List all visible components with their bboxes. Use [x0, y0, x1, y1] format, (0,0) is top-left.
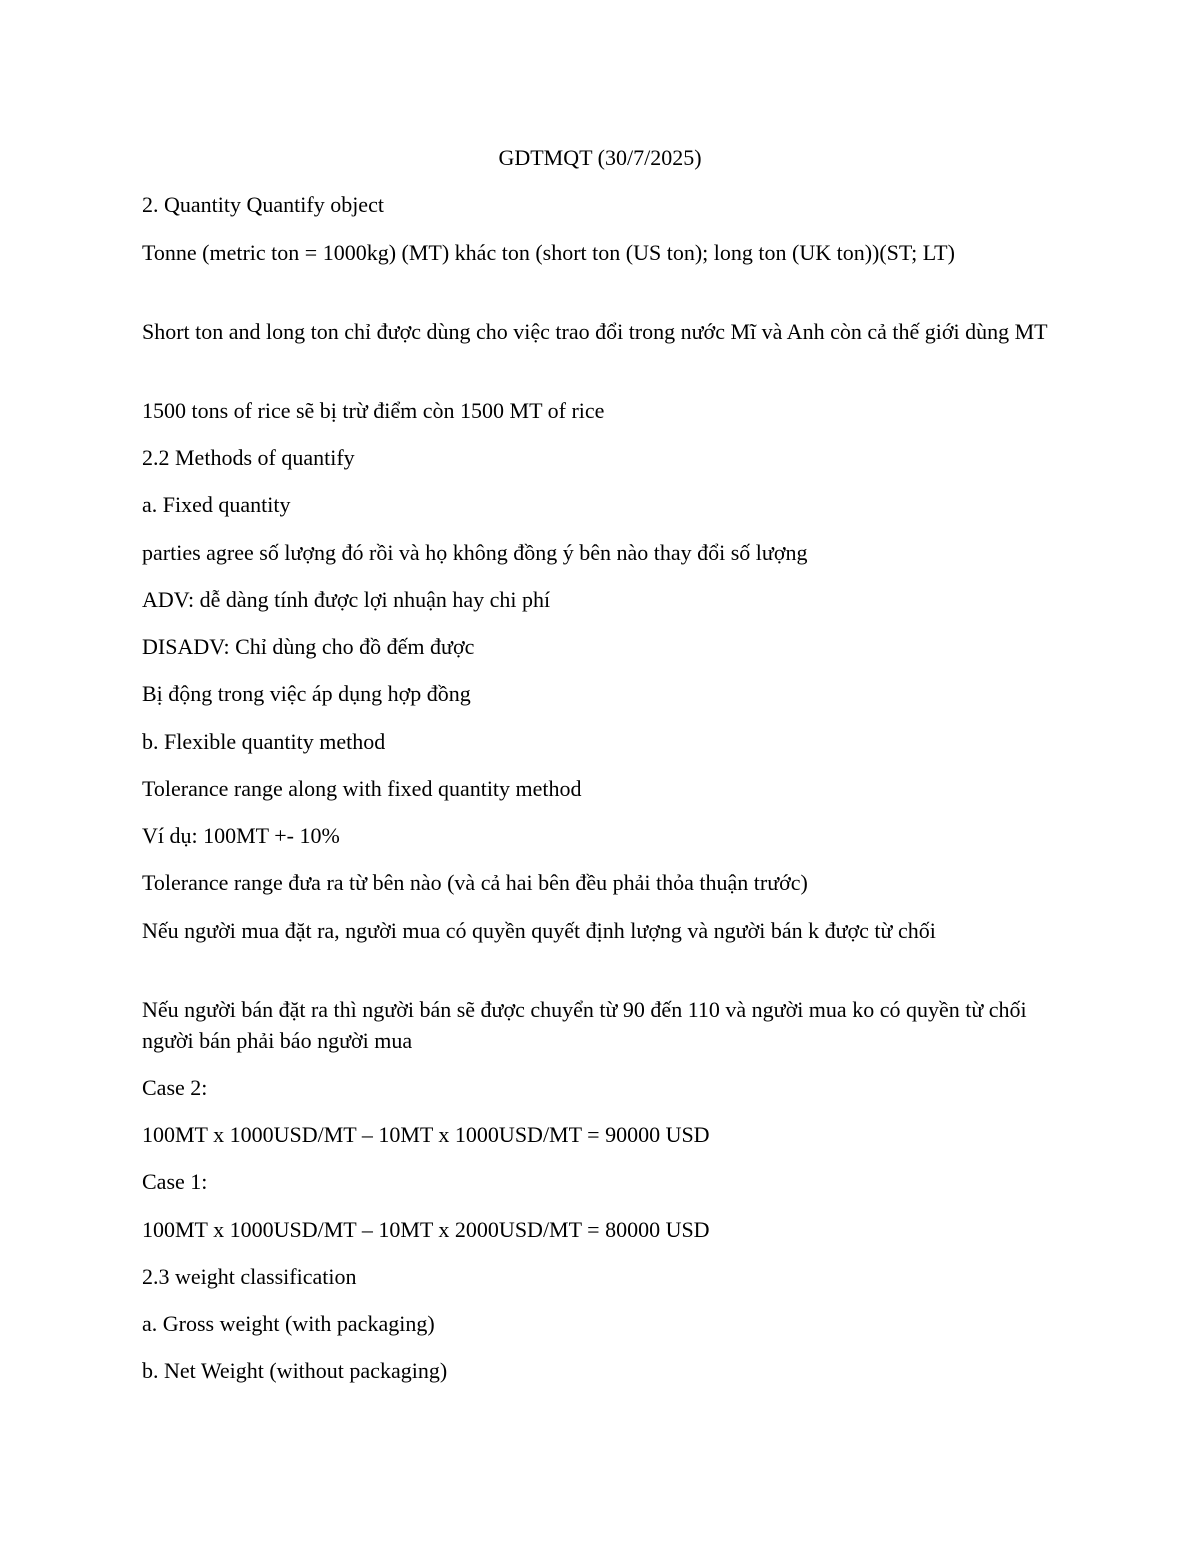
paragraph-case-1-label: Case 1:	[142, 1169, 208, 1194]
paragraph-buyer-sets: Nếu người mua đặt ra, người mua có quyền quyết định lượng và người bán k được từ chối	[142, 918, 936, 943]
paragraph-case-1-formula: 100MT x 1000USD/MT – 10MT x 2000USD/MT = 80000 USD	[142, 1217, 710, 1242]
paragraph-tolerance-range: Tolerance range along with fixed quantity method	[142, 776, 582, 801]
paragraph-passive-contract: Bị động trong việc áp dụng hợp đồng	[142, 681, 471, 706]
paragraph-rice-example: 1500 tons of rice sẽ bị trừ điểm còn 1500 MT of rice	[142, 398, 605, 423]
paragraph-tolerance-who: Tolerance range đưa ra từ bên nào (và cả hai bên đều phải thỏa thuận trước)	[142, 870, 808, 895]
paragraph-fixed-quantity: a. Fixed quantity	[142, 492, 291, 517]
paragraph-parties-agree: parties agree số lượng đó rồi và họ không đồng ý bên nào thay đổi số lượng	[142, 540, 808, 565]
paragraph-short-long-ton: Short ton and long ton chỉ được dùng cho việc trao đổi trong nước Mĩ và Anh còn cả thế giới dùng MT	[142, 319, 1048, 344]
paragraph-disadv: DISADV: Chỉ dùng cho đồ đếm được	[142, 634, 475, 659]
paragraph-flexible-quantity: b. Flexible quantity method	[142, 729, 386, 754]
paragraph-heading-methods: 2.2 Methods of quantify	[142, 445, 355, 470]
paragraph-gross-weight: a. Gross weight (with packaging)	[142, 1311, 435, 1336]
paragraph-heading-weight: 2.3 weight classification	[142, 1264, 357, 1289]
paragraph-heading-quantity: 2. Quantity Quantify object	[142, 192, 384, 217]
paragraph-tonne-definition: Tonne (metric ton = 1000kg) (MT) khác ton (short ton (US ton); long ton (UK ton))(ST; LT)	[142, 240, 955, 265]
document-title: GDTMQT (30/7/2025)	[498, 145, 702, 170]
paragraph-net-weight: b. Net Weight (without packaging)	[142, 1358, 448, 1383]
paragraph-example-tolerance: Ví dụ: 100MT +- 10%	[142, 823, 340, 848]
paragraph-adv: ADV: dễ dàng tính được lợi nhuận hay chi phí	[142, 587, 551, 612]
paragraph-case-2-formula: 100MT x 1000USD/MT – 10MT x 1000USD/MT = 90000 USD	[142, 1122, 710, 1147]
paragraph-seller-sets: Nếu người bán đặt ra thì người bán sẽ được chuyển từ 90 đến 110 và người mua ko có quyền từ chối người bán phải báo người mua	[142, 997, 1027, 1053]
paragraph-case-2-label: Case 2:	[142, 1075, 208, 1100]
